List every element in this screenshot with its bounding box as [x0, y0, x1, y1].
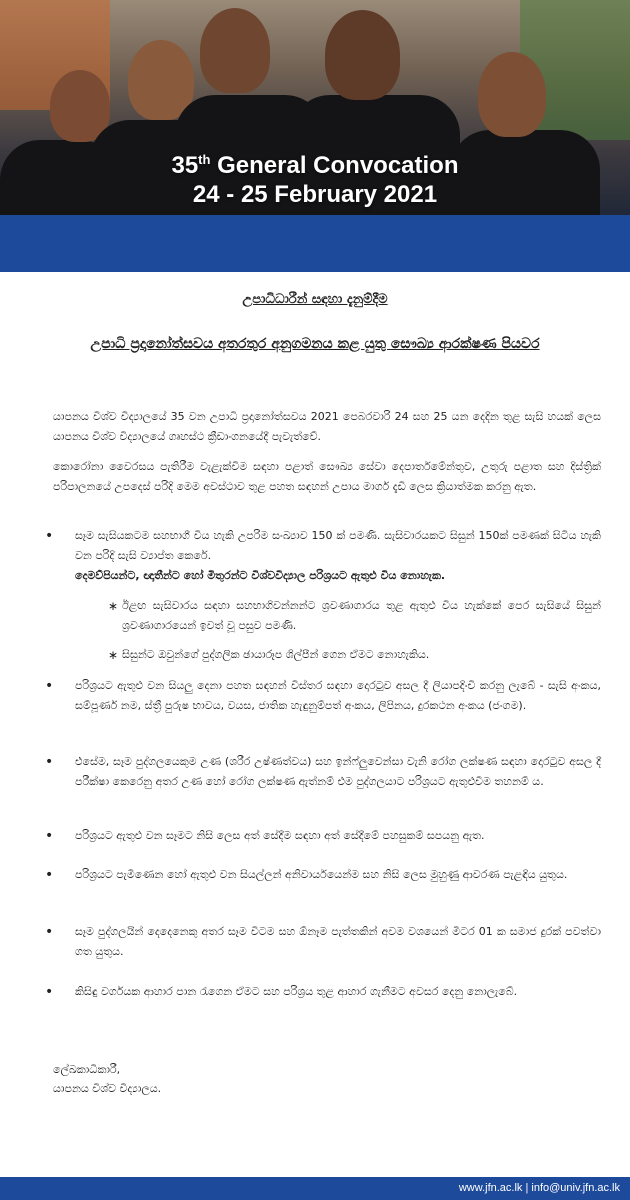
bullet-item-4: පරිශ්‍රයට ඇතුළු වන සෑමට නිසි ලෙස අත් සේදීම සඳහා අත් සේදීමේ පහසුකම් සපයනු ඇත.	[75, 829, 485, 842]
convocation-title	[0, 145, 630, 209]
title-suffix: th	[198, 152, 211, 167]
intro-paragraph-1: යාපනය විශ්ව විද්‍යාලයේ 35 වන උපාධි ප්‍රදානෝත්සවය 2021 පෙබරවාරි 24 සහ 25 යන දෙදින තුළ සැසි හයක් ලෙස යාපනය විශ්ව විද්‍යාලයේ ගෘහස්ථ ක්‍රීඩාංගනයේදී පැවැත්වේ.	[53, 410, 601, 443]
graduate-face	[478, 52, 546, 137]
notice-heading: උපාධිධාරීන් සඳහා දැනුම්දීම	[242, 292, 388, 307]
bullet-item-6: සෑම පුද්ගලයින් දෙදෙනෙකු අතර සෑම විටම සහ ඕනෑම පැත්තකින් අවම වශයෙන් මීටර 01 ක සමාජ දුරක් පවත්වා ගත යුතුය.	[75, 925, 601, 958]
title-number: 35	[171, 152, 199, 179]
footer-contact: www.jfn.ac.lk | info@univ.jfn.ac.lk	[458, 1182, 620, 1194]
graduate-face	[200, 8, 270, 93]
bullet-icon: •	[45, 754, 54, 770]
hero-banner	[0, 0, 630, 215]
bullet-item-5: පරිශ්‍රයට පැමිණෙන හෝ ඇතුළු වන සියල්ලන් අනිවාර්යයෙන්ම සහ නිසි ලෙස මුහුණු ආවරණ පැළඳිය යුතුය.	[75, 868, 568, 881]
bullet-item-1-bold: දෙමව්පියන්ට, ඥාතීන්ට හෝ මිතුරන්ට විශ්වවිද්‍යාල පරිශ්‍රයට ඇතුළු විය නොහැක.	[75, 569, 446, 582]
bullet-item-7: කිසිඳු වර්ගයක ආහාර පාන රැගෙන ඒමට සහ පරිශ්‍රය තුළ ආහාර ගැනීමට අවසර දෙනු නොලැබේ.	[75, 985, 518, 998]
bullet-icon: •	[45, 678, 54, 694]
intro-paragraph-2: කොරෝනා වෛරසය පැතිරීම වැළැක්වීම සඳහා පළාත් සෞඛ්‍ය සේවා දෙපාර්තමේන්තුව, උතුරු පළාත සහ දිස්ත්‍රික් පරිපාලනයේ උපදෙස් පරිදි මෙම අවස්ථාව තුළ පහත සඳහන් උපාය මාර්ග දැඩි ලෙස ක්‍රියාත්මක කරනු ඇත.	[53, 460, 601, 493]
blue-band	[0, 215, 630, 272]
notice-subheading: උපාධි ප්‍රදානෝත්සවය අතරතුර අනුගමනය කළ යුතු සෞඛ්‍ය ආරක්ෂණ පියවර	[90, 336, 540, 352]
bullet-icon: •	[45, 867, 54, 883]
signature-title: ලේඛකාධිකාරී,	[53, 1063, 121, 1076]
sub-bullet-icon: ∗	[108, 648, 119, 662]
signature-institution: යාපනය විශ්ව විද්‍යාලය.	[53, 1082, 162, 1095]
convocation-dates: 24 - 25 February 2021	[192, 181, 438, 208]
bullet-item-2: පරිශ්‍රයට ඇතුළු වන සියලු දෙනා පහත සඳහන් විස්තර සඳහා දොරටුව අසල දී ලියාපදිංචි කරනු ලැබේ - සැසි අංකය, සම්පූර්ණ නම, ස්ත්‍රී පුරුෂ භාවය, වයස, ජාතික හැඳුනුම්පත් අංකය, ලිපිනය, දුරකථන අංකය (ජංගම).	[75, 679, 601, 712]
footer-bar	[0, 1177, 630, 1200]
bullet-item-1	[75, 526, 601, 586]
bullet-icon: •	[45, 528, 54, 544]
title-text: General Convocation	[210, 152, 459, 179]
sub-bullet-icon: ∗	[108, 599, 119, 613]
sub-item-2: සිසුන්ට ඔවුන්ගේ පුද්ගලික ඡායාරූප ශිල්පීන් ගෙන ඒමට නොහැකිය.	[122, 648, 430, 661]
bullet-item-3: එසේම, සෑම පුද්ගලයෙකුම උණ (ශරීර උෂ්ණත්වය) සහ ඉන්ෆ්ලුවෙන්සා වැනි රෝග ලක්ෂණ සඳහා දොරටුව අසල දී පරීක්ෂා කෙරෙනු අතර උණ හෝ රෝග ලක්ෂණ ඇත්නම් එම පුද්ගලයාට පරිශ්‍රයට ඇතුළුවීම තහනම් ය.	[75, 755, 601, 788]
bullet-icon: •	[45, 924, 54, 940]
bullet-icon: •	[45, 828, 54, 844]
bullet-icon: •	[45, 984, 54, 1000]
sub-item-1: ඊළඟ සැසිවාරය සඳහා සහභාගිවන්නන්ට ශ්‍රවණාගාරය තුළ ඇතුළු විය හැක්කේ පෙර සැසියේ සිසුන් ශ්‍රවණාගාරයෙන් ඉවත් වූ පසුව පමණි.	[122, 599, 601, 632]
bullet-item-1-text: සෑම සැසියකටම සහභාගී විය හැකි උපරිම සංඛ්‍යාව 150 ක් පමණි. සැසිවාරයකට සිසුන් 150ක් පමණක් සිටිය හැකි වන පරිදි සැසි ව්‍යාප්ත කෙරේ.	[75, 529, 601, 562]
notice-body	[0, 272, 630, 1177]
signature-block	[53, 1060, 161, 1098]
graduate-face	[325, 10, 400, 100]
